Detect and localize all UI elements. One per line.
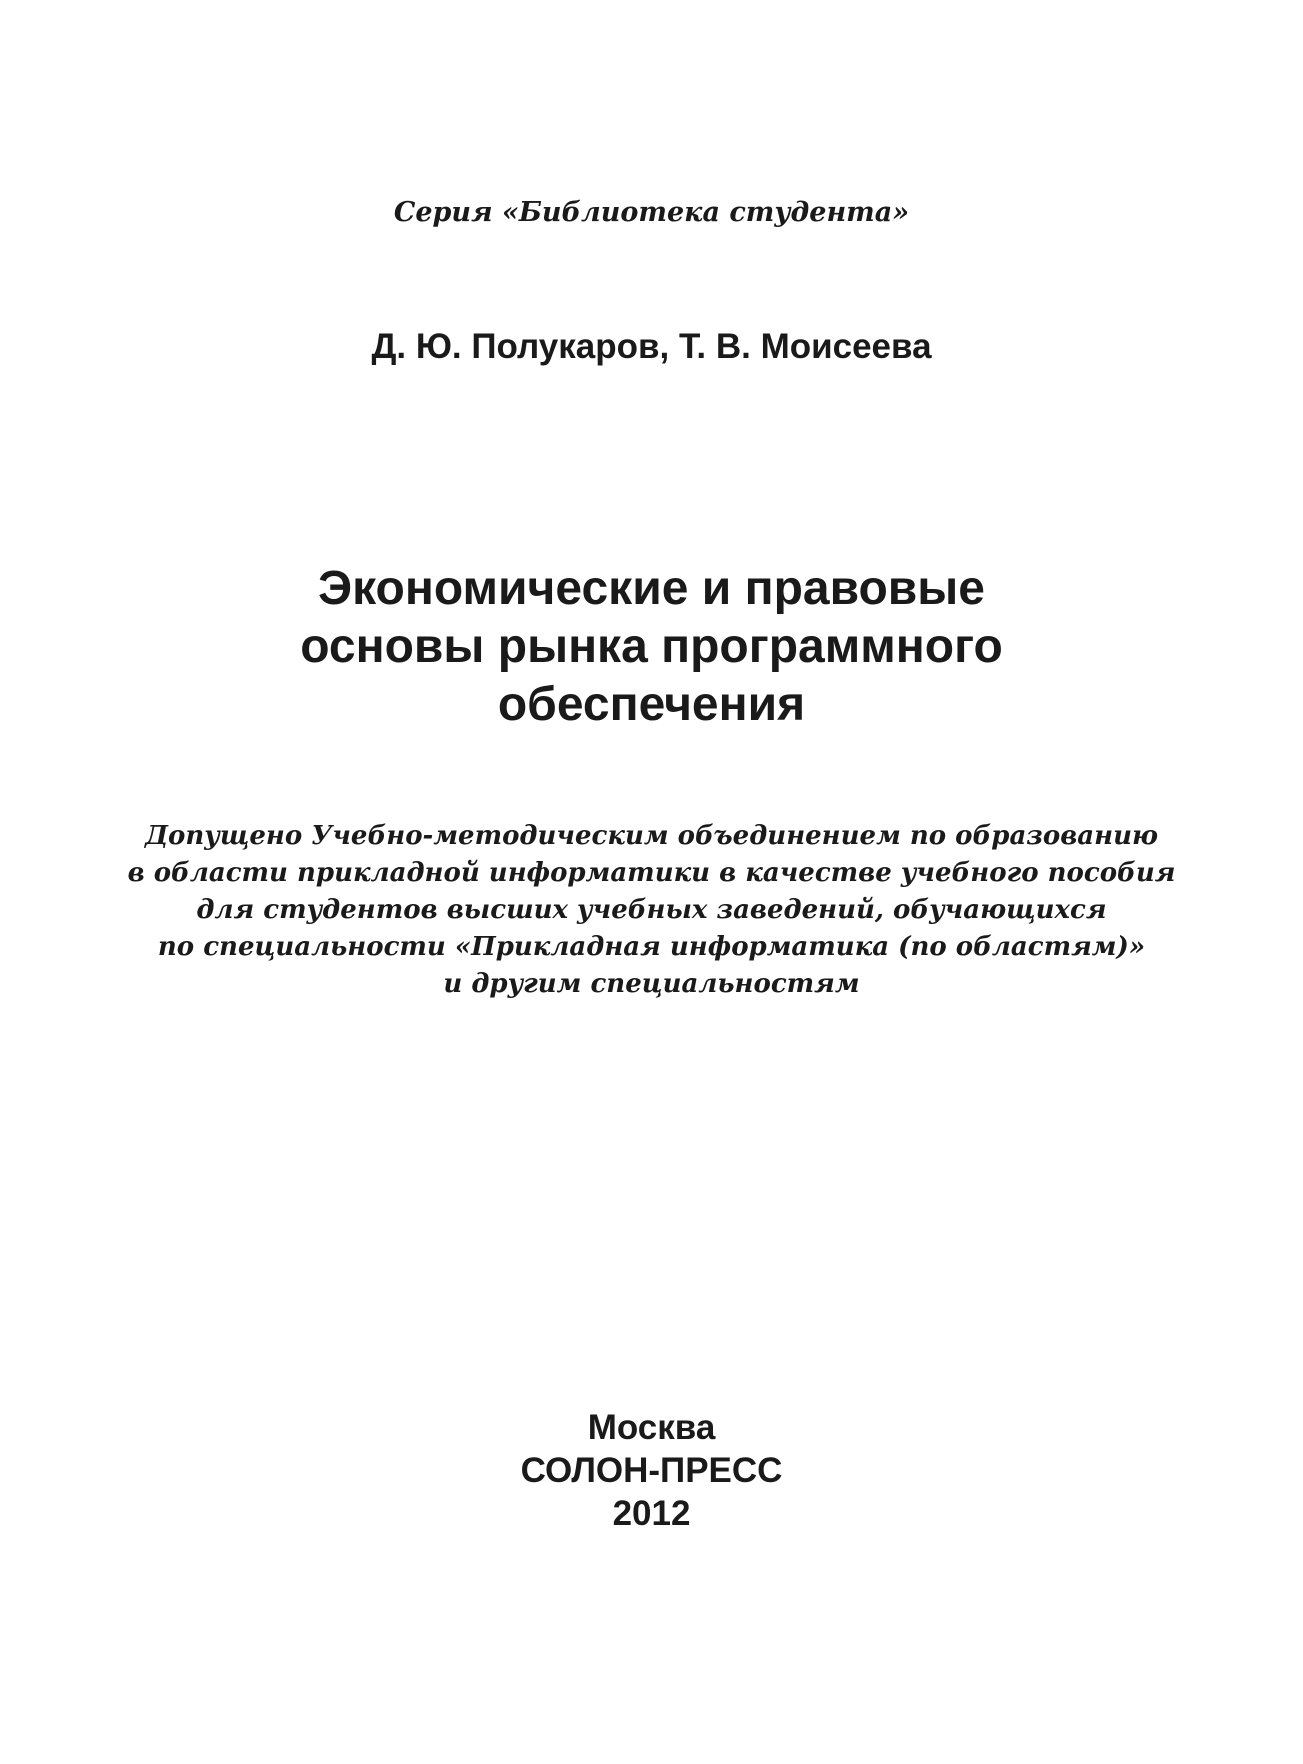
book-title-line: обеспечения	[497, 678, 806, 731]
book-title	[0, 560, 1303, 734]
approval-line: по специальности «Прикладная информатика (по областям)»	[157, 932, 1146, 962]
book-title-line: основы рынка программного	[300, 620, 1003, 673]
imprint-year: 2012	[612, 1494, 691, 1533]
approval-statement	[0, 818, 1303, 1003]
approval-line: и другим специальностям	[443, 969, 860, 999]
book-authors: Д. Ю. Полукаров, Т. В. Моисеева	[371, 327, 932, 366]
book-title-line: Экономические и правовые	[318, 562, 985, 615]
imprint-publisher: СОЛОН-ПРЕСС	[520, 1451, 783, 1490]
imprint	[0, 1406, 1303, 1535]
approval-line: Допущено Учебно-методическим объединением по образованию	[144, 821, 1159, 851]
series-name: Серия «Библиотека студента»	[393, 197, 910, 228]
approval-line: для студентов высших учебных заведений, обучающихся	[196, 895, 1107, 925]
approval-line: в области прикладной информатики в качестве учебного пособия	[127, 858, 1176, 888]
imprint-city: Москва	[587, 1408, 716, 1447]
